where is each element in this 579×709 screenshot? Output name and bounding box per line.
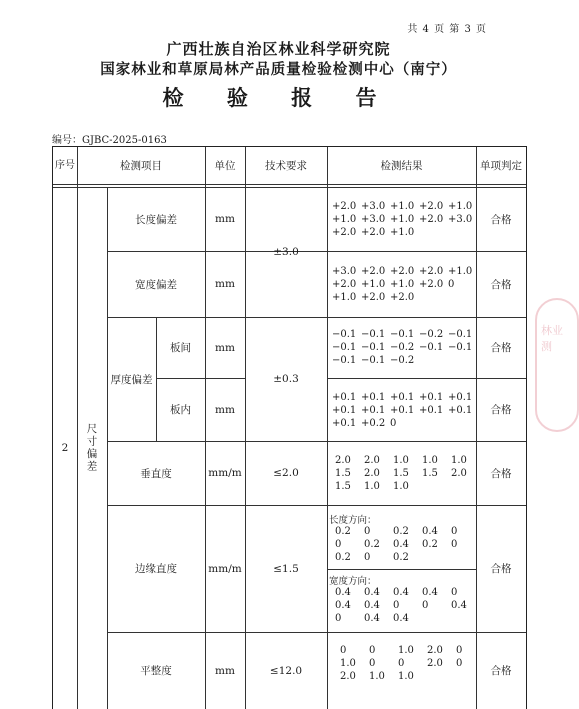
- result-value: 0: [335, 539, 342, 550]
- result-value: +0.1: [390, 405, 415, 416]
- req-perpendicularity: ≤2.0: [273, 467, 299, 479]
- edge-length-label: 长度方向：: [329, 515, 377, 526]
- item-within-board: 板内: [170, 404, 191, 416]
- unit-perpendicularity: mm/m: [208, 467, 242, 479]
- result-value: 0.4: [393, 539, 409, 550]
- result-value: −0.1: [332, 342, 357, 353]
- results-edge-length: [335, 525, 480, 564]
- col-divider: [327, 147, 328, 709]
- header-result: 检测结果: [380, 160, 423, 172]
- org-name-line1: 广西壮族自治区林业科学研究院: [166, 40, 391, 58]
- result-value: 1.5: [393, 468, 409, 479]
- result-value: 0.4: [364, 587, 380, 598]
- result-value: 0.2: [393, 552, 409, 563]
- result-value: 0.4: [422, 526, 438, 537]
- result-row: [335, 538, 480, 551]
- req-edge: ≤1.5: [273, 562, 299, 575]
- result-row: [335, 612, 480, 625]
- judgement-width: 合格: [490, 278, 512, 291]
- result-row: [332, 291, 477, 304]
- unit-flatness: mm: [215, 664, 235, 677]
- result-value: 2.0: [364, 468, 380, 479]
- result-value: +2.0: [332, 279, 357, 290]
- seq-value: 2: [61, 442, 69, 454]
- result-value: 0.4: [335, 587, 351, 598]
- result-value: 0: [369, 645, 376, 656]
- edge-sub-divider: [327, 569, 476, 570]
- judgement-flatness: 合格: [490, 665, 512, 677]
- judgement-between: 合格: [490, 342, 512, 354]
- result-value: 1.0: [369, 671, 385, 682]
- result-row: [340, 657, 485, 670]
- org-name-line2: 国家林业和草原局林产品质量检验检测中心（南宁）: [100, 61, 457, 78]
- result-row: [335, 454, 480, 467]
- result-value: −0.1: [390, 329, 415, 340]
- result-value: −0.1: [448, 329, 473, 340]
- result-value: −0.1: [361, 342, 386, 353]
- header-item: 检测项目: [120, 160, 162, 172]
- results-width: [332, 265, 477, 304]
- results-length: [332, 200, 477, 239]
- result-value: 0: [456, 645, 463, 656]
- result-row: [332, 226, 477, 239]
- result-value: +3.0: [361, 201, 386, 212]
- result-value: +2.0: [361, 292, 386, 303]
- page-indicator: 共 4 页 第 3 页: [407, 24, 487, 35]
- item-edge-straightness: 边缘直度: [135, 563, 177, 575]
- result-value: +2.0: [332, 201, 357, 212]
- result-value: 1.0: [364, 481, 380, 492]
- result-value: 0: [422, 600, 429, 611]
- result-value: −0.2: [390, 342, 415, 353]
- judgement-within: 合格: [490, 404, 512, 416]
- result-value: 2.0: [427, 658, 443, 669]
- result-value: 0.4: [335, 600, 351, 611]
- result-value: +0.1: [390, 392, 415, 403]
- result-row: [332, 391, 477, 404]
- result-value: 0.4: [364, 600, 380, 611]
- result-row: [332, 341, 477, 354]
- result-value: 0.4: [451, 600, 467, 611]
- judgement-edge: 合格: [490, 563, 512, 575]
- unit-edge: mm/m: [208, 562, 242, 575]
- result-row: [332, 328, 477, 341]
- result-row: [335, 525, 480, 538]
- result-row: [332, 278, 477, 291]
- result-value: 2.0: [340, 671, 356, 682]
- result-row: [335, 467, 480, 480]
- edge-width-label: 宽度方向：: [329, 576, 377, 587]
- result-value: +2.0: [390, 292, 415, 303]
- result-row: [335, 480, 480, 493]
- result-value: 0.4: [393, 587, 409, 598]
- result-value: +2.0: [332, 227, 357, 238]
- result-value: 0.4: [364, 613, 380, 624]
- unit-length: mm: [215, 213, 235, 225]
- result-value: +0.1: [361, 392, 386, 403]
- result-value: 2.0: [427, 645, 443, 656]
- result-row: [340, 644, 485, 657]
- result-value: −0.1: [361, 329, 386, 340]
- result-value: −0.1: [361, 355, 386, 366]
- result-value: 1.5: [335, 468, 351, 479]
- result-value: 0: [364, 526, 371, 537]
- req-thickness: ±0.3: [273, 373, 299, 385]
- result-value: 1.0: [451, 455, 467, 466]
- result-value: +0.1: [332, 405, 357, 416]
- result-value: +1.0: [332, 292, 357, 303]
- result-value: +2.0: [361, 227, 386, 238]
- result-value: 0: [398, 658, 405, 669]
- result-value: 0: [364, 552, 371, 563]
- result-value: +0.1: [332, 418, 357, 429]
- result-row: [335, 586, 480, 599]
- group-label: 尺寸偏差: [85, 423, 98, 473]
- unit-within: mm: [215, 403, 235, 416]
- result-value: +1.0: [390, 201, 415, 212]
- result-value: +1.0: [390, 279, 415, 290]
- results-table: [52, 146, 527, 709]
- result-value: +3.0: [361, 214, 386, 225]
- result-value: +2.0: [419, 201, 444, 212]
- result-value: 0.2: [364, 539, 380, 550]
- result-value: +3.0: [448, 214, 473, 225]
- result-value: +0.1: [361, 405, 386, 416]
- report-title: 检 验 报 告: [162, 85, 395, 110]
- result-row: [332, 200, 477, 213]
- result-value: 0: [390, 418, 397, 429]
- header-requirement: 技术要求: [265, 160, 307, 172]
- item-length: 长度偏差: [135, 213, 177, 226]
- results-perpendicularity: [335, 454, 480, 493]
- result-value: +2.0: [361, 266, 386, 277]
- result-value: +1.0: [390, 214, 415, 225]
- result-row: [332, 213, 477, 226]
- result-value: +2.0: [390, 266, 415, 277]
- result-value: 1.0: [340, 658, 356, 669]
- header-unit: 单位: [214, 160, 236, 172]
- header-judgement: 单项判定: [480, 160, 522, 172]
- result-value: 1.5: [422, 468, 438, 479]
- item-between-boards: 板间: [170, 342, 191, 354]
- judgement-length: 合格: [490, 213, 512, 226]
- result-value: 0: [451, 587, 458, 598]
- result-value: −0.2: [390, 355, 415, 366]
- item-width: 宽度偏差: [135, 278, 177, 291]
- result-value: +0.2: [361, 418, 386, 429]
- result-value: 0: [451, 526, 458, 537]
- unit-width: mm: [215, 278, 235, 290]
- result-value: +2.0: [419, 279, 444, 290]
- result-value: 0: [456, 658, 463, 669]
- result-value: 0: [448, 279, 455, 290]
- result-value: 1.0: [398, 671, 414, 682]
- official-seal: [535, 298, 579, 432]
- result-row: [332, 354, 477, 367]
- result-value: 0: [340, 645, 347, 656]
- item-flatness: 平整度: [140, 665, 172, 677]
- result-value: 0.2: [335, 552, 351, 563]
- result-value: +1.0: [448, 266, 473, 277]
- judgement-perpendicularity: 合格: [490, 467, 512, 480]
- result-value: 0: [451, 539, 458, 550]
- result-value: 1.0: [393, 481, 409, 492]
- result-value: +1.0: [332, 214, 357, 225]
- report-code: 编号：GJBC-2025-0163: [52, 135, 167, 146]
- header-seq: 序号: [55, 159, 75, 171]
- result-value: 1.0: [422, 455, 438, 466]
- result-value: −0.1: [332, 329, 357, 340]
- result-value: 0.2: [335, 526, 351, 537]
- result-value: 0.2: [422, 539, 438, 550]
- result-value: 1.5: [335, 481, 351, 492]
- result-value: +1.0: [448, 201, 473, 212]
- result-value: 1.0: [393, 455, 409, 466]
- result-value: 0.4: [422, 587, 438, 598]
- result-value: +1.0: [390, 227, 415, 238]
- result-value: 0: [393, 600, 400, 611]
- result-value: +0.1: [419, 405, 444, 416]
- results-edge-width: [335, 586, 480, 625]
- result-row: [340, 670, 485, 683]
- result-value: +2.0: [419, 214, 444, 225]
- result-value: −0.1: [448, 342, 473, 353]
- result-value: −0.2: [419, 329, 444, 340]
- result-value: 0.2: [393, 526, 409, 537]
- req-length-width: ±3.0: [273, 246, 299, 258]
- result-value: 0: [369, 658, 376, 669]
- result-value: 0: [335, 613, 342, 624]
- item-perpendicularity: 垂直度: [140, 467, 172, 480]
- result-row: [332, 265, 477, 278]
- results-within: [332, 391, 477, 430]
- result-value: 1.0: [398, 645, 414, 656]
- result-value: +0.1: [332, 392, 357, 403]
- result-value: +2.0: [419, 266, 444, 277]
- result-value: −0.1: [419, 342, 444, 353]
- result-value: 0.4: [393, 613, 409, 624]
- result-value: 2.0: [335, 455, 351, 466]
- result-value: 2.0: [451, 468, 467, 479]
- result-row: [332, 404, 477, 417]
- unit-between: mm: [215, 341, 235, 354]
- req-flatness: ≤12.0: [269, 664, 303, 677]
- item-thickness: 厚度偏差: [110, 373, 153, 386]
- result-value: +1.0: [361, 279, 386, 290]
- results-flatness: [340, 644, 485, 683]
- header-divider: [53, 184, 526, 185]
- result-row: [335, 599, 480, 612]
- result-row: [335, 551, 480, 564]
- result-value: 2.0: [364, 455, 380, 466]
- result-value: +3.0: [332, 266, 357, 277]
- result-row: [332, 417, 477, 430]
- result-value: +0.1: [448, 392, 473, 403]
- results-between: [332, 328, 477, 367]
- result-value: −0.1: [332, 355, 357, 366]
- result-value: +0.1: [448, 405, 473, 416]
- seal-text: 林业 测: [541, 324, 563, 353]
- result-value: +0.1: [419, 392, 444, 403]
